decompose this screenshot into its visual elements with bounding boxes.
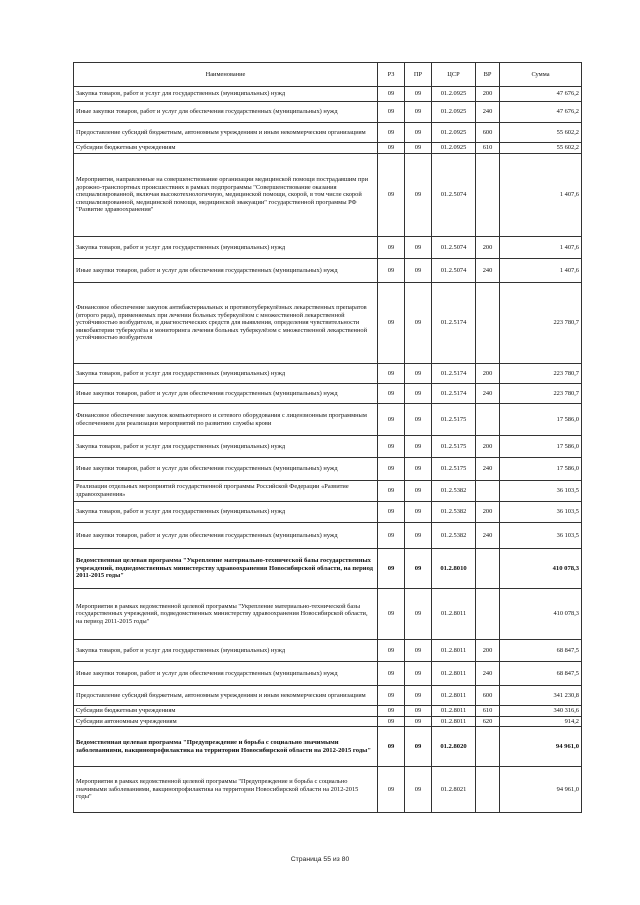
page-number: Страница 55 из 80 (290, 856, 350, 863)
cell-pr: 09 (405, 404, 432, 436)
cell-rz: 09 (378, 523, 405, 549)
cell-rz: 09 (378, 87, 405, 102)
cell-pr: 09 (405, 436, 432, 458)
table-row (74, 259, 582, 283)
cell-sum: 914,2 (500, 716, 582, 727)
cell-vr: 200 (476, 640, 500, 662)
cell-vr: 200 (476, 502, 500, 523)
cell-vr: 610 (476, 143, 500, 154)
cell-csr: 01.2.5382 (432, 523, 476, 549)
cell-sum: 17 586,0 (500, 404, 582, 436)
cell-rz: 09 (378, 283, 405, 364)
cell-pr: 09 (405, 87, 432, 102)
cell-vr: 600 (476, 123, 500, 143)
cell-sum: 223 780,7 (500, 283, 582, 364)
cell-csr: 01.2.0925 (432, 143, 476, 154)
cell-name: Иные закупки товаров, работ и услуг для обеспечения государственных (муниципальных) нужд (74, 259, 378, 283)
table-row (74, 384, 582, 404)
cell-vr (476, 727, 500, 767)
cell-name: Закупка товаров, работ и услуг для государственных (муниципальных) нужд (74, 364, 378, 384)
cell-csr: 01.2.5175 (432, 458, 476, 481)
cell-name: Иные закупки товаров, работ и услуг для обеспечения государственных (муниципальных) нужд (74, 384, 378, 404)
table-row (74, 706, 582, 717)
cell-pr: 09 (405, 143, 432, 154)
cell-rz: 09 (378, 259, 405, 283)
cell-pr: 09 (405, 283, 432, 364)
cell-name: Иные закупки товаров, работ и услуг для обеспечения государственных (муниципальных) нужд (74, 102, 378, 123)
cell-pr: 09 (405, 364, 432, 384)
cell-name: Иные закупки товаров, работ и услуг для обеспечения государственных (муниципальных) нужд (74, 523, 378, 549)
cell-pr: 09 (405, 523, 432, 549)
column-header-csr: ЦСР (432, 63, 476, 87)
table-row (74, 123, 582, 143)
cell-rz: 09 (378, 102, 405, 123)
cell-csr: 01.2.5382 (432, 502, 476, 523)
cell-vr: 200 (476, 436, 500, 458)
cell-sum: 410 078,3 (500, 589, 582, 640)
column-header-sum: Сумма (500, 63, 582, 87)
cell-pr: 09 (405, 589, 432, 640)
cell-sum: 68 847,5 (500, 662, 582, 686)
cell-csr: 01.2.8011 (432, 686, 476, 706)
cell-vr: 610 (476, 706, 500, 717)
table-row (74, 589, 582, 640)
budget-table (73, 62, 582, 813)
cell-sum: 223 780,7 (500, 364, 582, 384)
cell-name: Мероприятия в рамках ведомственной целевой программы "Предупреждение и борьба с социально значимыми заболеваниями, вакцинопрофилактика на территории Новосибирской области на 2012-2015 годы" (74, 767, 378, 813)
cell-csr: 01.2.5382 (432, 481, 476, 502)
cell-rz: 09 (378, 404, 405, 436)
cell-vr: 240 (476, 523, 500, 549)
cell-csr: 01.2.8011 (432, 662, 476, 686)
cell-sum: 47 676,2 (500, 87, 582, 102)
cell-csr: 01.2.8010 (432, 549, 476, 589)
table-body (74, 87, 582, 813)
cell-csr: 01.2.5074 (432, 154, 476, 237)
cell-vr (476, 767, 500, 813)
cell-rz: 09 (378, 143, 405, 154)
table-row (74, 102, 582, 123)
cell-pr: 09 (405, 662, 432, 686)
cell-name: Субсидии бюджетным учреждениям (74, 143, 378, 154)
cell-rz: 09 (378, 767, 405, 813)
cell-vr (476, 589, 500, 640)
cell-pr: 09 (405, 458, 432, 481)
cell-name: Закупка товаров, работ и услуг для государственных (муниципальных) нужд (74, 237, 378, 259)
cell-rz: 09 (378, 662, 405, 686)
cell-name: Закупка товаров, работ и услуг для государственных (муниципальных) нужд (74, 436, 378, 458)
cell-rz: 09 (378, 458, 405, 481)
cell-csr: 01.2.0925 (432, 87, 476, 102)
table-row (74, 481, 582, 502)
cell-rz: 09 (378, 481, 405, 502)
column-header-name: Наименование (74, 63, 378, 87)
table-row (74, 143, 582, 154)
table-row (74, 364, 582, 384)
cell-sum: 410 078,3 (500, 549, 582, 589)
cell-name: Предоставление субсидий бюджетным, автономным учреждениям и иным некоммерческим организациям (74, 123, 378, 143)
cell-name: Субсидии автономным учреждениям (74, 716, 378, 727)
cell-sum: 36 103,5 (500, 502, 582, 523)
cell-vr: 200 (476, 364, 500, 384)
cell-vr (476, 549, 500, 589)
cell-csr: 01.2.5174 (432, 283, 476, 364)
cell-sum: 1 407,6 (500, 237, 582, 259)
cell-pr: 09 (405, 384, 432, 404)
cell-sum: 340 316,6 (500, 706, 582, 717)
cell-csr: 01.2.5175 (432, 404, 476, 436)
cell-pr: 09 (405, 549, 432, 589)
cell-pr: 09 (405, 154, 432, 237)
cell-rz: 09 (378, 123, 405, 143)
cell-pr: 09 (405, 727, 432, 767)
cell-name: Закупка товаров, работ и услуг для государственных (муниципальных) нужд (74, 502, 378, 523)
cell-vr: 240 (476, 458, 500, 481)
cell-vr: 620 (476, 716, 500, 727)
table-row (74, 283, 582, 364)
table-row (74, 767, 582, 813)
cell-rz: 09 (378, 589, 405, 640)
table-row (74, 640, 582, 662)
cell-pr: 09 (405, 716, 432, 727)
column-header-vr: ВР (476, 63, 500, 87)
table-row (74, 727, 582, 767)
cell-pr: 09 (405, 259, 432, 283)
cell-pr: 09 (405, 123, 432, 143)
table-row (74, 436, 582, 458)
cell-sum: 36 103,5 (500, 481, 582, 502)
table-row (74, 716, 582, 727)
cell-sum: 94 961,0 (500, 727, 582, 767)
cell-pr: 09 (405, 706, 432, 717)
table-row (74, 549, 582, 589)
cell-vr: 600 (476, 686, 500, 706)
table-row (74, 502, 582, 523)
cell-csr: 01.2.8011 (432, 706, 476, 717)
cell-vr: 240 (476, 384, 500, 404)
table-row (74, 154, 582, 237)
cell-rz: 09 (378, 640, 405, 662)
cell-rz: 09 (378, 436, 405, 458)
cell-sum: 55 602,2 (500, 123, 582, 143)
cell-csr: 01.2.5174 (432, 364, 476, 384)
cell-name: Предоставление субсидий бюджетным, автономным учреждениям и иным некоммерческим организациям (74, 686, 378, 706)
cell-rz: 09 (378, 706, 405, 717)
table-row (74, 87, 582, 102)
table-header-row (74, 63, 582, 87)
cell-csr: 01.2.8011 (432, 640, 476, 662)
cell-rz: 09 (378, 727, 405, 767)
cell-pr: 09 (405, 502, 432, 523)
cell-vr: 200 (476, 87, 500, 102)
cell-csr: 01.2.8020 (432, 727, 476, 767)
cell-name: Ведомственная целевая программа "Укрепление материально-технической базы государственных учреждений, подведомственных министерству здравоохранения Новосибирской области, на период 2011-2015 годы" (74, 549, 378, 589)
cell-vr (476, 283, 500, 364)
cell-pr: 09 (405, 481, 432, 502)
table-row (74, 237, 582, 259)
cell-sum: 341 230,8 (500, 686, 582, 706)
cell-name: Мероприятия, направленные на совершенствование организации медицинской помощи пострадавшим при дорожно-транспортных происшествиях в рамках подпрограммы "Совершенствование оказания специализированной, включая высокотехнологичную, медицинской помощи, скорой, в том числе скорой специализированной, медицинской помощи, медицинской эвакуации" государственной программы РФ "Развитие здравоохранения" (74, 154, 378, 237)
cell-rz: 09 (378, 686, 405, 706)
cell-name: Финансовое обеспечение закупок антибактериальных и противотуберкулёзных лекарственных препаратов (второго ряда), применяемых при лечении больных туберкулёзом с множественной лекарственной устойчивостью возбудителя, и диагностических средств для выявления, определения чувствительности микобактерии туберкулёза и мониторинга лечения больных туберкулёзом с множественной лекарственной устойчивостью возбудителя (74, 283, 378, 364)
cell-csr: 01.2.8021 (432, 767, 476, 813)
cell-csr: 01.2.5074 (432, 237, 476, 259)
cell-vr: 240 (476, 662, 500, 686)
cell-vr (476, 481, 500, 502)
cell-rz: 09 (378, 237, 405, 259)
cell-name: Закупка товаров, работ и услуг для государственных (муниципальных) нужд (74, 87, 378, 102)
cell-sum: 36 103,5 (500, 523, 582, 549)
cell-pr: 09 (405, 767, 432, 813)
cell-vr: 240 (476, 259, 500, 283)
table-row (74, 662, 582, 686)
cell-pr: 09 (405, 102, 432, 123)
cell-rz: 09 (378, 364, 405, 384)
cell-sum: 47 676,2 (500, 102, 582, 123)
table-row (74, 523, 582, 549)
cell-sum: 17 586,0 (500, 436, 582, 458)
cell-rz: 09 (378, 154, 405, 237)
cell-name: Ведомственная целевая программа "Предупреждение и борьба с социально значимыми заболеваниями, вакцинопрофилактика на территории Новосибирской области на 2012-2015 годы" (74, 727, 378, 767)
cell-rz: 09 (378, 502, 405, 523)
column-header-pr: ПР (405, 63, 432, 87)
table-row (74, 404, 582, 436)
cell-name: Финансовое обеспечение закупок компьютерного и сетевого оборудования с лицензионным программным обеспечением для реализации мероприятий по развитию службы крови (74, 404, 378, 436)
cell-sum: 1 407,6 (500, 154, 582, 237)
cell-csr: 01.2.5074 (432, 259, 476, 283)
cell-pr: 09 (405, 640, 432, 662)
cell-csr: 01.2.0925 (432, 123, 476, 143)
cell-rz: 09 (378, 384, 405, 404)
cell-rz: 09 (378, 716, 405, 727)
cell-csr: 01.2.5174 (432, 384, 476, 404)
cell-pr: 09 (405, 237, 432, 259)
cell-name: Иные закупки товаров, работ и услуг для обеспечения государственных (муниципальных) нужд (74, 662, 378, 686)
cell-name: Субсидии бюджетным учреждениям (74, 706, 378, 717)
cell-sum: 55 602,2 (500, 143, 582, 154)
cell-sum: 1 407,6 (500, 259, 582, 283)
cell-name: Реализация отдельных мероприятий государственной программы Российской Федерации «Развитие здравоохранения» (74, 481, 378, 502)
cell-vr (476, 154, 500, 237)
cell-rz: 09 (378, 549, 405, 589)
table-row (74, 458, 582, 481)
cell-csr: 01.2.5175 (432, 436, 476, 458)
cell-vr (476, 404, 500, 436)
cell-csr: 01.2.8011 (432, 716, 476, 727)
cell-sum: 223 780,7 (500, 384, 582, 404)
table-row (74, 686, 582, 706)
cell-csr: 01.2.8011 (432, 589, 476, 640)
cell-pr: 09 (405, 686, 432, 706)
cell-name: Закупка товаров, работ и услуг для государственных (муниципальных) нужд (74, 640, 378, 662)
cell-csr: 01.2.0925 (432, 102, 476, 123)
cell-vr: 240 (476, 102, 500, 123)
cell-name: Мероприятия в рамках ведомственной целевой программы "Укрепление материально-технической базы государственных учреждений, подведомственных министерству здравоохранения Новосибирской области, на период 2011-2015 годы" (74, 589, 378, 640)
column-header-rz: РЗ (378, 63, 405, 87)
cell-sum: 68 847,5 (500, 640, 582, 662)
cell-sum: 94 961,0 (500, 767, 582, 813)
cell-sum: 17 586,0 (500, 458, 582, 481)
cell-vr: 200 (476, 237, 500, 259)
cell-name: Иные закупки товаров, работ и услуг для обеспечения государственных (муниципальных) нужд (74, 458, 378, 481)
